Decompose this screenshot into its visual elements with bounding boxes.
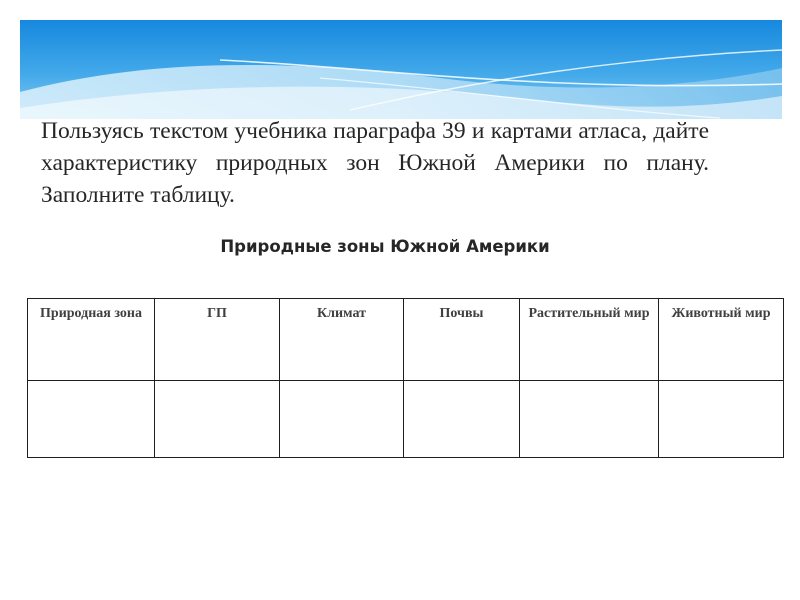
- table-cell[interactable]: [404, 381, 520, 458]
- table-header-row: [28, 299, 784, 381]
- table-cell[interactable]: [659, 381, 784, 458]
- column-header-fauna: Животный мир: [659, 299, 784, 381]
- table-cell[interactable]: [280, 381, 404, 458]
- column-header-natural-zone: Природная зона: [28, 299, 155, 381]
- column-header-flora: Растительный мир: [520, 299, 659, 381]
- table-cell[interactable]: [155, 381, 280, 458]
- table-title: Природные зоны Южной Америки: [220, 237, 550, 256]
- decorative-wave-banner: [20, 20, 782, 120]
- column-header-soils: Почвы: [404, 299, 520, 381]
- column-header-climate: Климат: [280, 299, 404, 381]
- wave-graphic: [20, 20, 782, 120]
- table-cell[interactable]: [28, 381, 155, 458]
- table-cell[interactable]: [520, 381, 659, 458]
- table-row: [28, 381, 784, 458]
- column-header-gp: ГП: [155, 299, 280, 381]
- task-instructions: Пользуясь текстом учебника параграфа 39 и картами атласа, дайте характеристику природных зон Южной Америки по плану. Заполните таблицу.: [41, 118, 709, 208]
- natural-zones-table: [27, 298, 784, 458]
